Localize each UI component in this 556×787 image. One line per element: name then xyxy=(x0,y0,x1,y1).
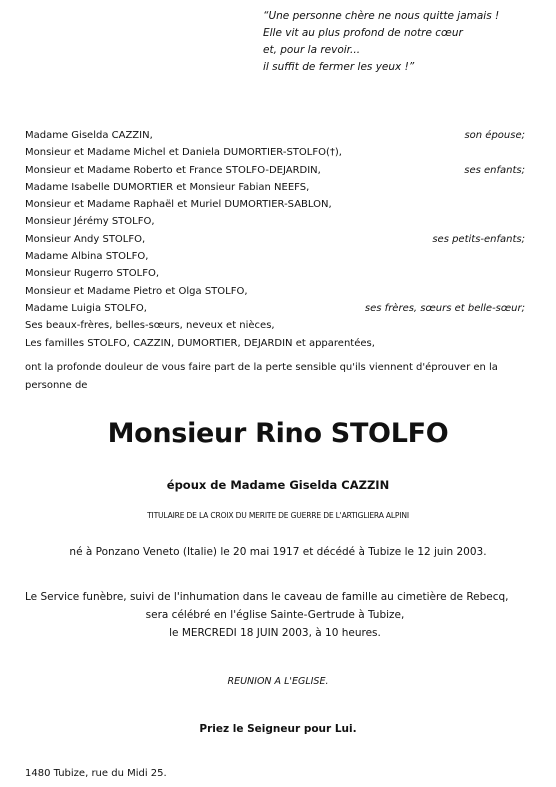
address-line: 1480 Tubize, rue du Midi 25. xyxy=(25,768,167,779)
family-row xyxy=(25,213,525,230)
family-member: Ses beaux-frères, belles-sœurs, neveux et nièces, xyxy=(25,320,275,332)
poem-quote xyxy=(263,8,499,76)
deceased-name: Monsieur Rino STOLFO xyxy=(107,418,449,449)
family-member: Madame Giselda CAZZIN, xyxy=(25,130,153,141)
family-member: Monsieur et Madame Pietro et Olga STOLFO, xyxy=(25,285,248,297)
family-member: Les familles STOLFO, CAZZIN, DUMORTIER, DEJARDIN et apparentées, xyxy=(25,337,375,349)
family-list xyxy=(25,127,525,352)
family-role: ses petits-enfants; xyxy=(432,233,525,245)
service-line: le MERCREDI 18 JUIN 2003, à 10 heures. xyxy=(169,627,381,639)
family-member: Monsieur et Madame Roberto et France STOLFO-DEJARDIN, xyxy=(25,164,321,176)
family-member: Madame Isabelle DUMORTIER et Monsieur Fabian NEEFS, xyxy=(25,181,310,193)
family-row xyxy=(25,335,525,352)
family-member: Monsieur Andy STOLFO, xyxy=(25,233,146,245)
family-row xyxy=(25,144,525,161)
family-role: ses frères, sœurs et belle-sœur; xyxy=(364,302,525,314)
prayer-line: Priez le Seigneur pour Lui. xyxy=(199,723,357,735)
family-member: Madame Albina STOLFO, xyxy=(25,251,149,263)
family-row xyxy=(25,248,525,265)
family-row xyxy=(25,317,525,334)
service-info xyxy=(25,588,525,642)
family-row xyxy=(25,231,525,248)
spouse-line: époux de Madame Giselda CAZZIN xyxy=(166,478,390,492)
poem-line: il suffit de fermer les yeux !” xyxy=(263,61,415,73)
family-member: Monsieur Jérémy STOLFO, xyxy=(25,216,155,228)
family-member: Monsieur et Madame Michel et Daniela DUMORTIER-STOLFO(†), xyxy=(25,147,342,159)
family-role: son épouse; xyxy=(464,130,525,141)
poem-line: et, pour la revoir... xyxy=(263,44,361,56)
intro-text: ont la profonde douleur de vous faire part de la perte sensible qu'ils viennent d'éprouver en la personne de xyxy=(25,362,498,391)
meeting-note: REUNION A L'EGLISE. xyxy=(227,676,329,687)
honor-title: TITULAIRE DE LA CROIX DU MERITE DE GUERRE DE L'ARTIGLIERA ALPINI xyxy=(147,511,409,520)
poem-line: “Une personne chère ne nous quitte jamais ! xyxy=(263,10,500,22)
family-role: ses enfants; xyxy=(464,164,525,176)
family-row xyxy=(25,300,525,317)
service-line: Le Service funèbre, suivi de l'inhumation dans le caveau de famille au cimetière de Rebecq, xyxy=(25,591,509,603)
family-row xyxy=(25,179,525,196)
family-member: Monsieur et Madame Raphaël et Muriel DUMORTIER-SABLON, xyxy=(25,199,332,211)
family-row xyxy=(25,127,525,144)
family-member: Madame Luigia STOLFO, xyxy=(25,302,147,314)
family-row xyxy=(25,196,525,213)
family-row xyxy=(25,265,525,282)
poem-line: Elle vit au plus profond de notre cœur xyxy=(263,27,463,39)
family-member: Monsieur Rugerro STOLFO, xyxy=(25,268,160,280)
family-row xyxy=(25,283,525,300)
birth-death-dates: né à Ponzano Veneto (Italie) le 20 mai 1917 et décédé à Tubize le 12 juin 2003. xyxy=(69,546,487,558)
service-line: sera célébré en l'église Sainte-Gertrude à Tubize, xyxy=(145,609,405,621)
family-row xyxy=(25,162,525,179)
